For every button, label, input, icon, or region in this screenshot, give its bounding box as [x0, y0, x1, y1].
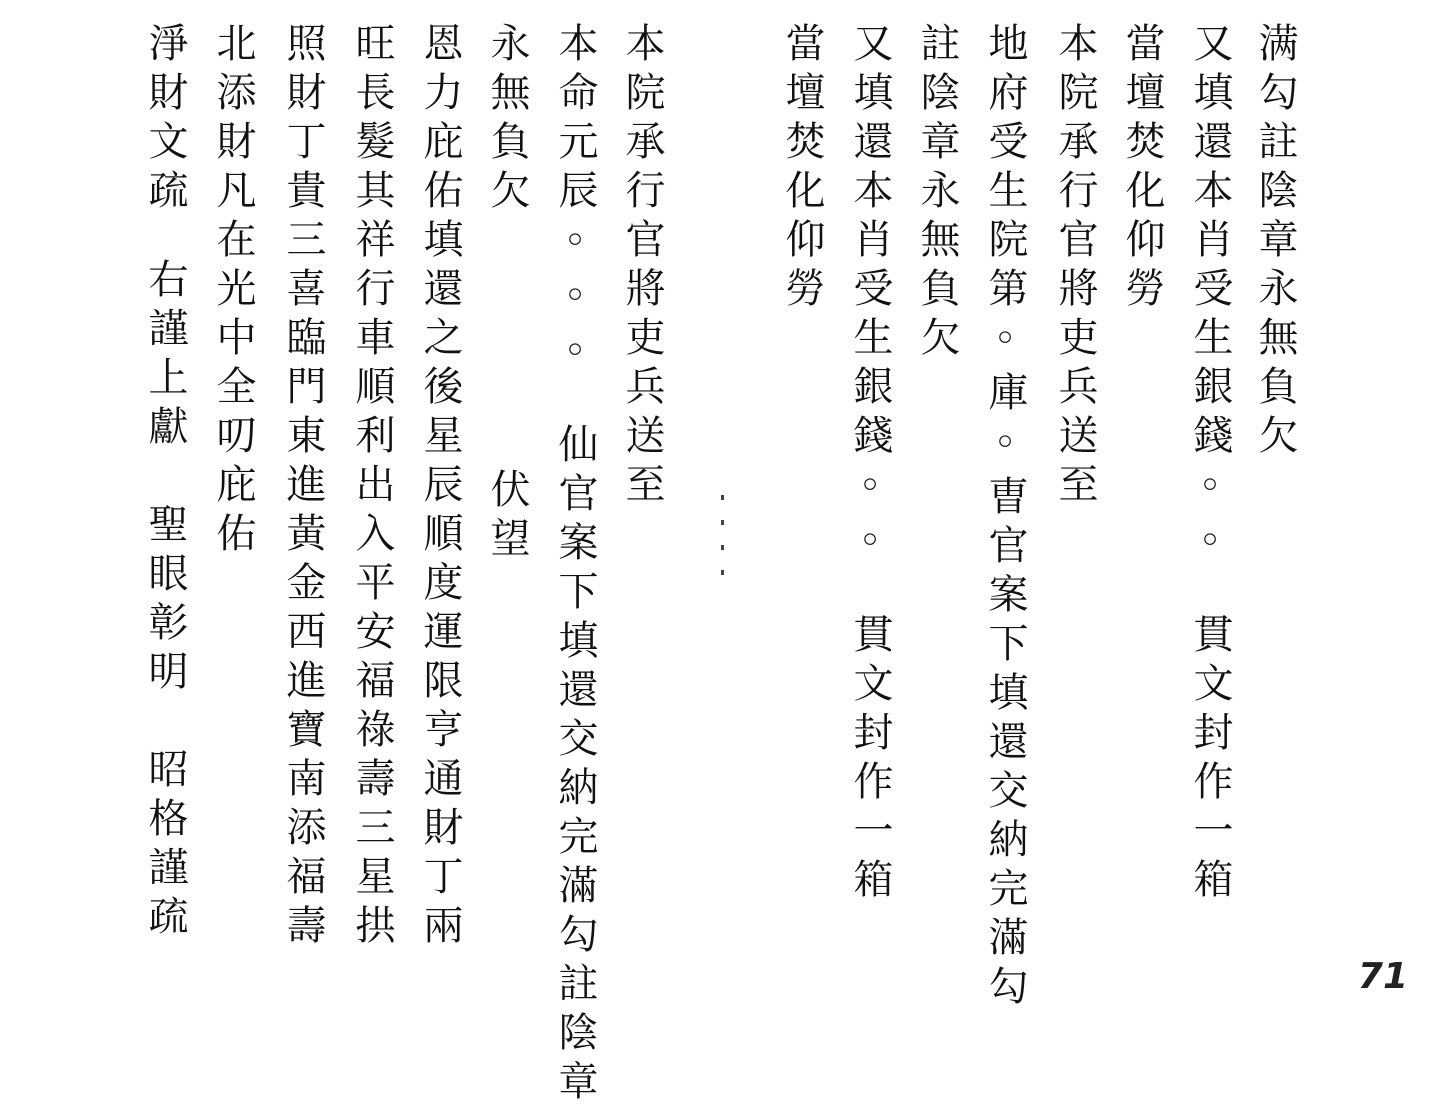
text-column-11: 永無負欠伏望	[484, 22, 530, 566]
page-number: 71	[1357, 956, 1408, 997]
text-column-6: 註陰章永無負欠	[914, 22, 960, 365]
text-column-10: 本命元辰◦◦◦仙官案下填還交納完滿勾註陰章	[552, 22, 598, 1109]
text-column-9: 本院承行官將吏兵送至	[619, 22, 665, 512]
text-column-1: 满勾註陰章永無負欠	[1252, 22, 1298, 463]
text-column-13: 旺長髮其祥行車順利出入平安福祿壽三星拱	[349, 22, 395, 953]
text-column-15: 北添財凡在光中全叨庇佑	[210, 22, 256, 561]
scan-mark	[721, 520, 724, 525]
text-column-8: 當壇焚化仰勞	[779, 22, 825, 316]
scan-mark	[721, 570, 724, 575]
scan-mark	[721, 495, 724, 500]
text-column-4: 本院承行官將吏兵送至	[1052, 22, 1098, 512]
text-column-12: 恩力庇佑填還之後星辰順度運限亨通財丁兩	[417, 22, 463, 953]
text-column-3: 當壇焚化仰勞	[1119, 22, 1165, 316]
scan-mark	[721, 545, 724, 550]
text-column-14: 照財丁貴三喜臨門東進黃金西進寶南添福壽	[280, 22, 326, 953]
text-column-5: 地府受生院第◦庫◦曺官案下填還交納完滿勾	[982, 22, 1028, 1014]
text-column-2: 又填還本肖受生銀錢◦◦貫文封作一箱	[1187, 22, 1233, 907]
text-column-7: 又填還本肖受生銀錢◦◦貫文封作一箱	[847, 22, 893, 907]
text-column-16: 淨財文疏右謹上獻 聖眼彰明 昭格謹疏	[142, 22, 188, 944]
